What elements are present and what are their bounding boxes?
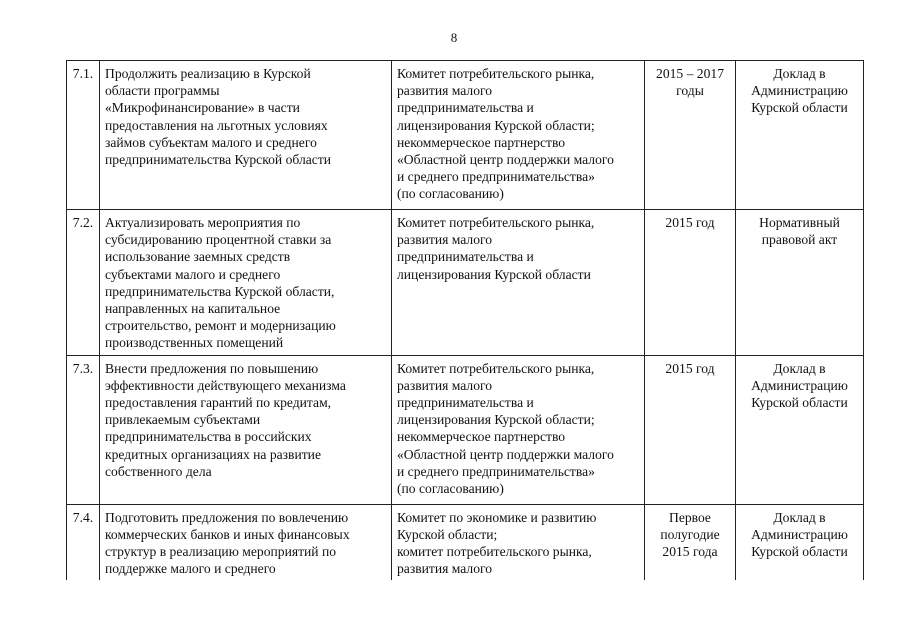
action-cell-line: предоставления на льготных условиях [105,117,328,133]
result-cell-line: Курской области [751,395,848,411]
row-number: 7.3. [67,355,100,504]
result-cell-line: Курской области [751,100,848,116]
responsible-cell-line: «Областной центр поддержки малого [397,446,614,462]
action-cell-line: эффективности действующего механизма [105,377,346,393]
action-cell-line: области программы [105,83,220,99]
action-cell-line: использование заемных средств [105,249,291,265]
responsible-cell [392,504,645,580]
term-cell-line: годы [676,83,704,99]
action-cell-line: привлекаемым субъектами [105,412,261,428]
responsible-cell-line: развития малого [397,232,493,248]
action-cell-line: предоставления гарантий по кредитам, [105,395,332,411]
responsible-cell-line: (по согласованию) [397,481,504,497]
table-row [67,210,864,356]
result-cell-line: Администрацию [751,83,848,99]
responsible-cell-line: лицензирования Курской области; [397,117,595,133]
table-row [67,504,864,580]
responsible-cell-line: развития малого [397,561,493,577]
responsible-cell [392,210,645,356]
result-cell [736,355,864,504]
term-cell-line: 2015 – 2017 [656,66,724,81]
responsible-cell [392,61,645,210]
responsible-cell-line: (по согласованию) [397,186,504,202]
result-cell-line: Доклад в [773,509,826,525]
action-cell-line: структур в реализацию мероприятий по [105,544,337,560]
row-number: 7.4. [67,504,100,580]
action-cell-line: производственных помещений [105,335,284,351]
responsible-cell-line: Комитет потребительского рынка, [397,215,595,230]
responsible-cell-line: некоммерческое партнерство [397,134,566,150]
responsible-cell [392,355,645,504]
term-cell [645,210,736,356]
term-cell-line: Первое [669,509,711,525]
responsible-cell-line: предпринимательства и [397,395,534,411]
term-cell-line: 2015 год [665,215,715,230]
result-cell-line: Нормативный [759,215,840,230]
responsible-cell-line: Комитет потребительского рынка, [397,360,595,376]
action-cell [100,210,392,356]
action-cell-line: предпринимательства в российских [105,429,312,445]
action-cell-line: «Микрофинансирование» в части [105,100,300,116]
action-cell-line: коммерческих банков и иных финансовых [105,526,350,542]
responsible-cell-line: и среднего предпринимательства» [397,169,595,185]
action-cell-line: субсидированию процентной ставки за [105,232,332,248]
term-cell-line: 2015 года [662,544,718,560]
action-cell-line: Продолжить реализацию в Курской [105,66,311,81]
responsible-cell-line: развития малого [397,83,493,99]
action-cell-line: направленных на капитальное [105,301,281,317]
result-cell-line: Доклад в [773,360,826,376]
action-cell-line: строительство, ремонт и модернизацию [105,318,336,334]
responsible-cell-line: «Областной центр поддержки малого [397,152,614,168]
row-number: 7.1. [67,61,100,210]
action-cell [100,504,392,580]
action-cell-line: займов субъектам малого и среднего [105,134,317,150]
responsible-cell-line: Комитет по экономике и развитию [397,509,597,525]
action-cell-line: предпринимательства Курской области [105,152,332,168]
term-cell-line: полугодие [660,526,720,542]
responsible-cell-line: и среднего предпринимательства» [397,463,595,479]
page-number: 8 [450,30,458,45]
responsible-cell-line: предпринимательства и [397,100,534,116]
result-cell [736,504,864,580]
result-cell-line: Администрацию [751,377,848,393]
action-cell [100,355,392,504]
result-cell-line: Доклад в [773,66,826,81]
responsible-cell-line: комитет потребительского рынка, [397,544,592,560]
table-row [67,61,864,210]
term-cell [645,504,736,580]
term-cell [645,61,736,210]
action-cell-line: Подготовить предложения по вовлечению [105,509,349,525]
responsible-cell-line: развития малого [397,377,493,393]
table-row [67,355,864,504]
action-cell-line: кредитных организациях на развитие [105,446,321,462]
result-cell [736,210,864,356]
action-cell-line: поддержке малого и среднего [105,561,276,577]
responsible-cell-line: Комитет потребительского рынка, [397,66,595,81]
result-cell [736,61,864,210]
action-cell-line: субъектами малого и среднего [105,266,281,282]
action-cell-line: предпринимательства Курской области, [105,283,335,299]
result-cell-line: Администрацию [751,526,848,542]
responsible-cell-line: предпринимательства и [397,249,534,265]
result-cell-line: правовой акт [761,232,838,248]
row-number: 7.2. [67,210,100,356]
term-cell-line: 2015 год [665,360,715,376]
responsible-cell-line: некоммерческое партнерство [397,429,566,445]
action-plan-table [66,60,864,580]
responsible-cell-line: лицензирования Курской области; [397,412,595,428]
responsible-cell-line: лицензирования Курской области [397,266,591,282]
term-cell [645,355,736,504]
action-cell [100,61,392,210]
action-cell-line: собственного дела [105,463,212,479]
action-cell-line: Внести предложения по повышению [105,360,319,376]
responsible-cell-line: Курской области; [397,526,498,542]
action-cell-line: Актуализировать мероприятия по [105,215,301,230]
result-cell-line: Курской области [751,544,848,560]
